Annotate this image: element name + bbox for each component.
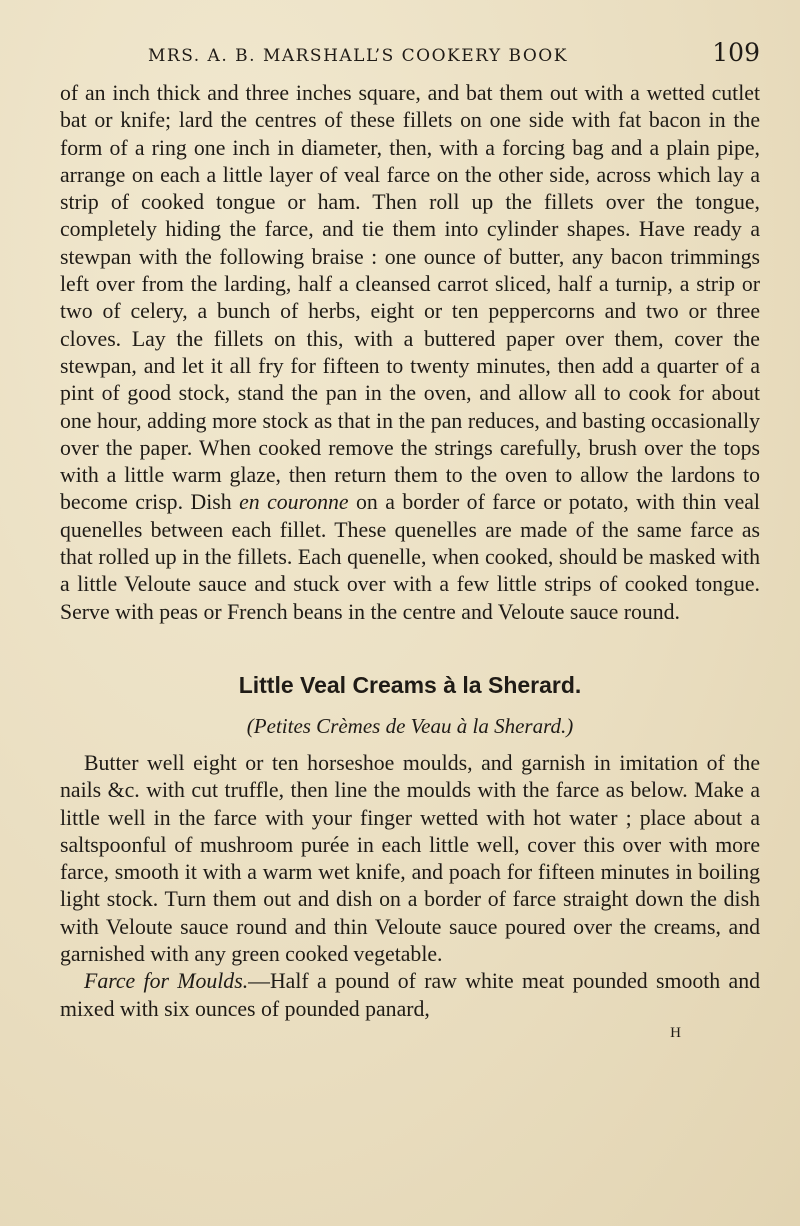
signature-mark: H	[670, 1024, 682, 1041]
continuation-text-part2: on a border of farce or potato, with thin veal quenelles between each fillet. These quenelles are made of the same farce as that rolled up in the fillets. Each quenelle, when cooked, should be masked with a little Veloute sauce and stuck over with a few little strips of cooked tongue. Serve with peas or French beans in the centre and Veloute sauce round.	[60, 490, 760, 624]
continuation-italic-term: en couronne	[239, 490, 349, 515]
book-page	[60, 38, 760, 1043]
farce-lead: Farce for Moulds.	[84, 969, 249, 994]
farce-paragraph	[60, 968, 760, 1023]
running-title: MRS. A. B. MARSHALL’S COOKERY BOOK	[148, 46, 568, 66]
farce-text: —Half a pound of raw white meat pounded smooth and mixed with six ounces of pounded panard,	[60, 969, 760, 1021]
recipe-instructions-paragraph: Butter well eight or ten horseshoe moulds, and garnish in imitation of the nails &c. with cut truffle, then line the moulds with the farce as below. Make a little well in the farce with your finger wetted with hot water ; place about a saltspoonful of mushroom purée in each little well, cover this over with more farce, smooth it with a warm wet knife, and poach for fifteen minutes in boiling light stock. Turn them out and dish on a border of farce straight down the dish with Veloute sauce round and thin Veloute sauce poured over the creams, and garnished with any green cooked vegetable.	[60, 750, 760, 967]
running-head	[148, 38, 760, 74]
recipe-subtitle: (Petites Crèmes de Veau à la Sherard.)	[246, 713, 574, 738]
recipe-title: Little Veal Creams à la Sherard.	[238, 671, 582, 698]
page-number: 109	[712, 38, 760, 67]
continuation-text-part1: of an inch thick and three inches square, and bat them out with a wetted cutlet bat or knife; lard the centres of these fillets on one side with fat bacon in the form of a ring one inch in diameter, then, with a forcing bag and a plain pipe, arrange on each a little layer of veal farce on the other side, across which lay a strip of cooked tongue or ham. Then roll up the fillets over the tongue, completely hiding the farce, and tie them into cylinder shapes. Have ready a stewpan with the following braise : one ounce of butter, any bacon trimmings left over from the larding, half a cleansed carrot sliced, half a turnip, a strip or two of celery, a bunch of herbs, eight or ten peppercorns and two or three cloves. Lay the fillets on this, with a buttered paper over them, cover the stewpan, and let it all fry for fifteen to twenty minutes, then add a quarter of a pint of good stock, stand the pan in the oven, and allow all to cook for about one hour, adding more stock as that in the pan reduces, and basting occasionally over the paper. When cooked remove the strings carefully, brush over the tops with a little warm glaze, then return them to the oven to allow the lardons to become crisp. Dish	[60, 81, 760, 515]
continuation-paragraph	[60, 80, 760, 626]
